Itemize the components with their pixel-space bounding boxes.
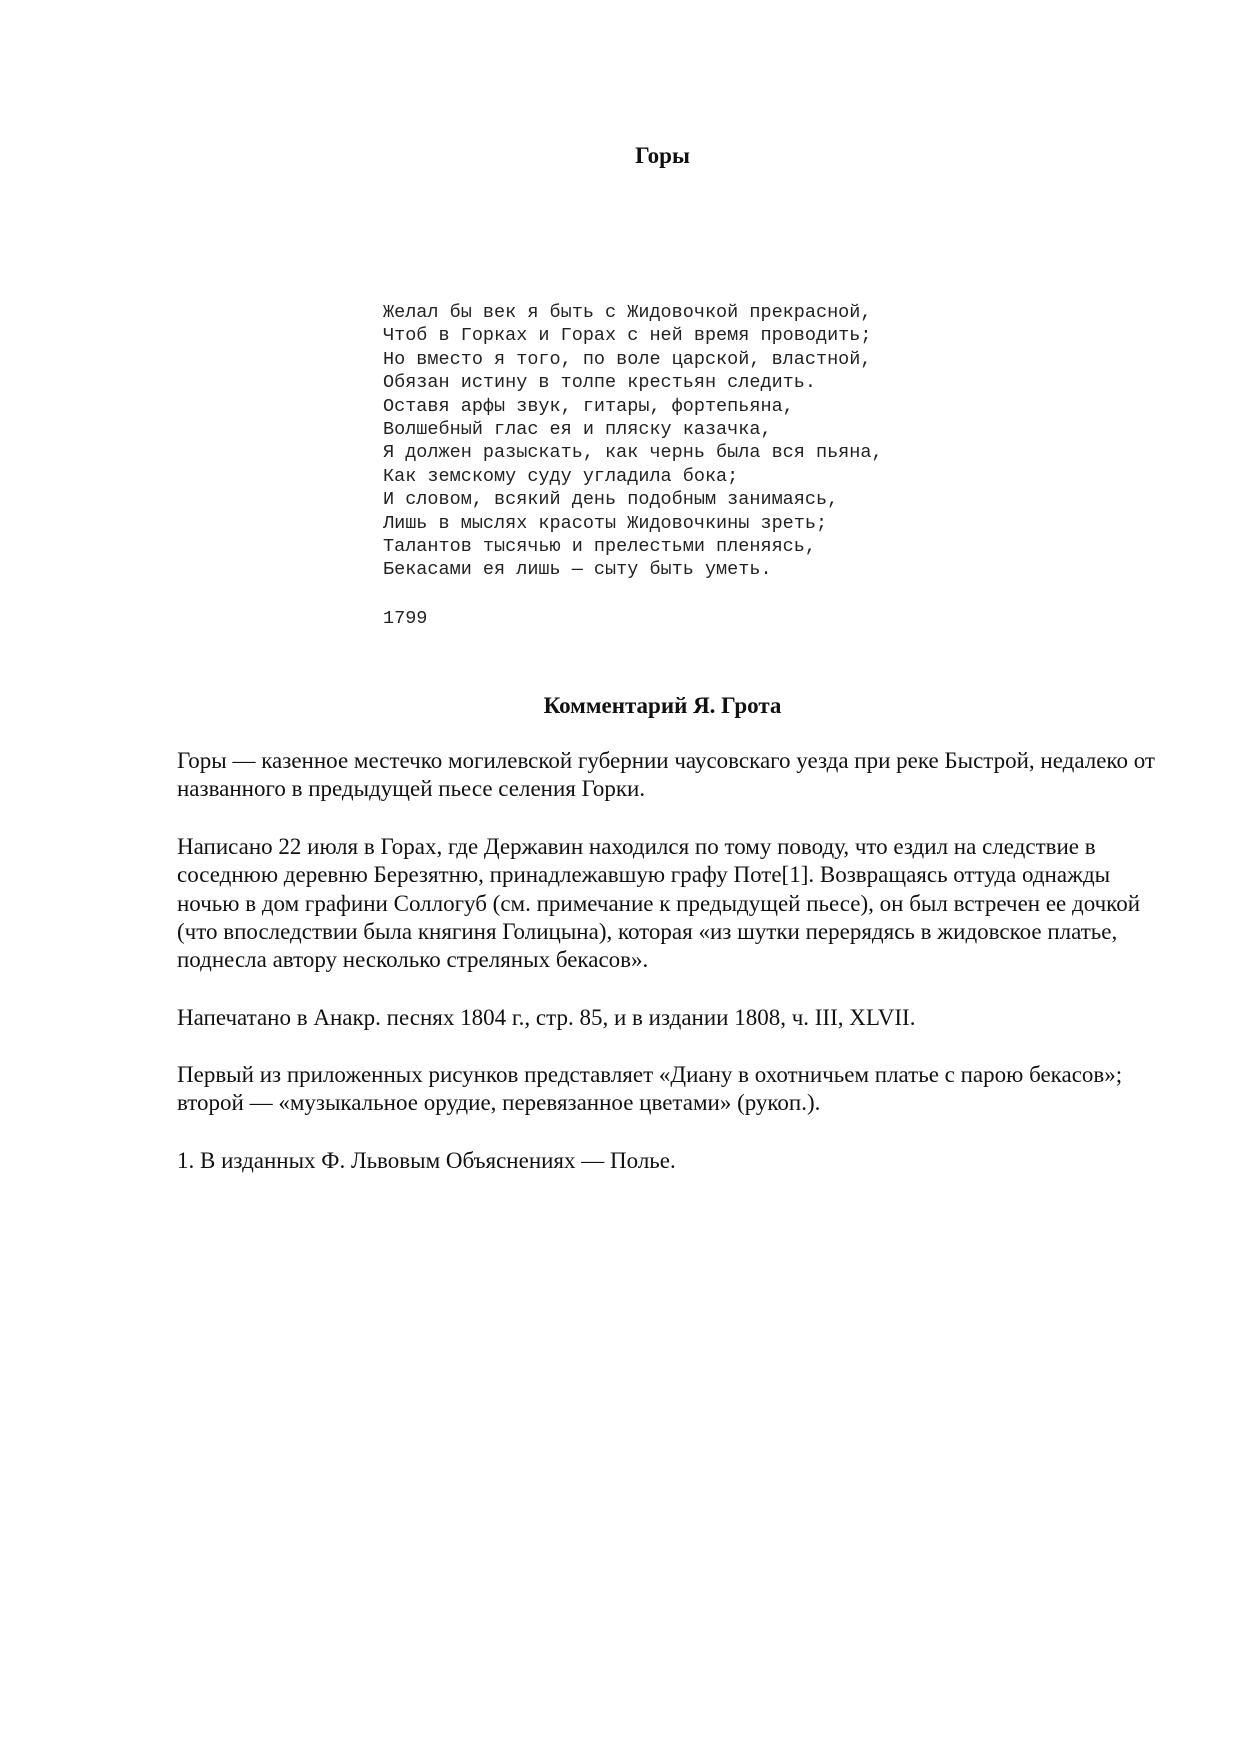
poem-line: И словом, всякий день подобным занимаясь, [383, 489, 839, 511]
poem-line: Желал бы век я быть с Жидовочкой прекрасной, [383, 302, 872, 323]
poem-line: Оставя арфы звук, гитары, фортепьяна, [383, 395, 794, 417]
commentary-title: Комментарий Я. Грота [543, 693, 782, 718]
footnote: 1. В изданных Ф. Львовым Объяснениях — Полье. [177, 1148, 676, 1173]
poem-title: Горы [635, 143, 690, 168]
poem-line: Но вместо я того, по воле царской, властной, [383, 348, 872, 370]
poem-line: Талантов тысячью и прелестьми пленяясь, [383, 536, 816, 558]
poem-line: Обязан истину в толпе крестьян следить. [383, 372, 816, 394]
commentary-paragraph: Первый из приложенных рисунков представляет «Диану в охотничьем платье с парою бекасов»; второй — «музыкальное орудие, перевязанное цветами» (рукоп.). [177, 1062, 1123, 1116]
poem-text [383, 301, 883, 582]
commentary-paragraph: Напечатано в Анакр. песнях 1804 г., стр. 85, и в издании 1808, ч. III, XLVII. [177, 1005, 916, 1030]
poem-line: Я должен разыскать, как чернь была вся пьяна, [383, 442, 883, 464]
poem-line: Бекасами ея лишь — сыту быть уметь. [383, 559, 772, 581]
commentary-paragraph: Горы — казенное местечко могилевской губернии чаусовскаго уезда при реке Быстрой, недалеко от названного в предыдущей пьесе селения Горки. [177, 748, 1155, 802]
poem-line: Лишь в мыслях красоты Жидовочкины зреть; [383, 512, 828, 534]
poem-line: Волшебный глас ея и пляску казачка, [383, 419, 772, 441]
poem-line: Как земскому суду угладила бока; [383, 465, 739, 487]
poem-year: 1799 [383, 608, 428, 629]
poem-line: Чтоб в Горках и Горах с ней время проводить; [383, 325, 872, 347]
commentary-paragraph: Написано 22 июля в Горах, где Державин находился по тому поводу, что ездил на следствие в соседнюю деревню Березятню, принадлежавшую графу Поте[1]. Возвращаясь оттуда однажды ночью в дом графини Соллогуб (см. примечание к предыдущей пьесе), он был встречен ее дочкой (что впоследствии была княгиня Голицына), которая «из шутки перерядясь в жидовское платье, поднесла автору несколько стреляных бекасов». [177, 834, 1141, 973]
